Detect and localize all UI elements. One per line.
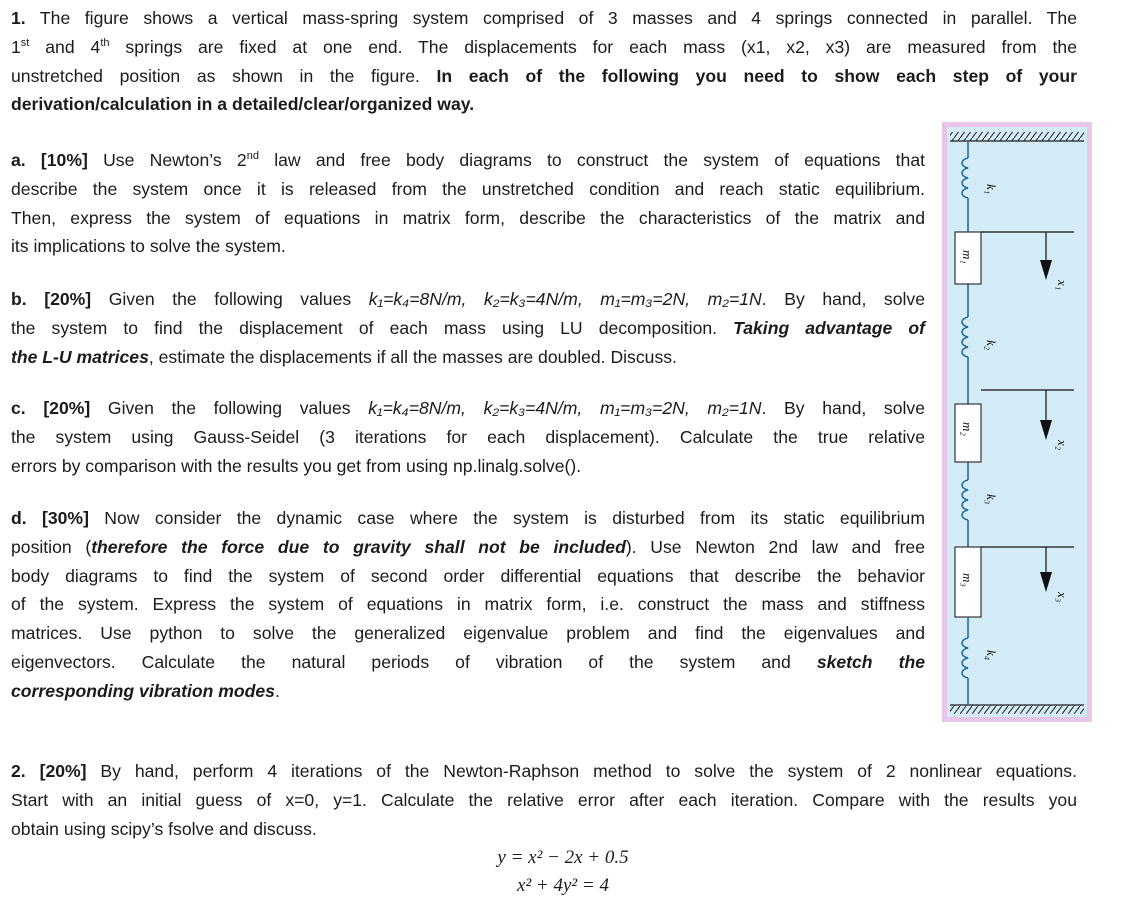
intro-line-3: unstretched position as shown in the figure.	[11, 65, 437, 86]
part-d-line-6: eigenvectors. Calculate the natural periods of vibration of the system and	[11, 651, 817, 672]
problem-1-intro	[11, 4, 1077, 119]
label-k1: k₁	[984, 184, 999, 195]
part-b-line-1a: Given the following values	[91, 289, 369, 309]
part-d-line-4: of the system. Express the system of equations in matrix form, i.e. construct the mass and stiffness	[11, 594, 925, 615]
part-d-emphasis-2: sketch the	[816, 651, 925, 672]
part-d-line-5: matrices. Use python to solve the generalized eigenvalue problem and find the eigenvalues and	[11, 623, 925, 644]
ordinal-suffix-th: th	[100, 36, 110, 49]
part-a-heading: a. [10%]	[11, 150, 88, 170]
part-c-line-2: the system using Gauss-Seidel (3 iterations for each displacement). Calculate the true relative	[11, 426, 925, 447]
part-b-values: k₁=k₄=8N/m, k₂=k₃=4N/m, m₁=m₃=2N, m₂=1N	[368, 289, 762, 309]
top-support	[950, 132, 1084, 141]
part-c-line-3: errors by comparison with the results you get from using np.linalg.solve().	[11, 455, 582, 476]
part-d-emphasis-1: therefore the force due to gravity shall not be included	[91, 536, 626, 557]
label-k3: k₃	[984, 494, 999, 505]
intro-instruction: In each of the following you need to show each step of your	[436, 65, 1077, 86]
label-x3: x₃	[1055, 592, 1070, 603]
part-a-line-1a: Use Newton’s 2	[87, 150, 247, 170]
equation-1: y = x² − 2x + 0.5	[497, 847, 629, 868]
label-m3: m₃	[960, 573, 975, 587]
part-d-line-1: Now consider the dynamic case where the system is disturbed from its static equilibrium	[88, 508, 925, 528]
label-x1: x₁	[1055, 280, 1070, 291]
part-a-line-3: Then, express the system of equations in matrix form, describe the characteristics of the matrix and	[11, 207, 925, 228]
ordinal-suffix-st: st	[20, 36, 30, 49]
label-m2: m₂	[960, 422, 975, 436]
intro-line-2a: and 4	[29, 36, 101, 57]
part-d-period: .	[274, 680, 280, 701]
part-a-line-1b: law and free body diagrams to construct the system of equations that	[258, 150, 925, 170]
part-b	[11, 285, 925, 371]
part-a-line-2: describe the system once it is released from the unstretched condition and reach static equilibrium.	[11, 178, 925, 199]
part-c-line-1b: . By hand, solve	[761, 398, 925, 418]
problem-1-number: 1.	[11, 8, 26, 28]
part-b-emphasis-1: Taking advantage of	[733, 317, 925, 338]
part-b-emphasis-2: the L-U matrices	[11, 346, 149, 367]
mass-spring-figure	[942, 122, 1092, 722]
part-b-line-2: the system to find the displacement of each mass using LU decomposition.	[11, 317, 734, 338]
problem-2-heading: 2. [20%]	[11, 761, 87, 781]
bottom-support	[950, 705, 1084, 714]
ordinal-suffix-nd: nd	[246, 150, 259, 162]
part-d	[11, 504, 925, 706]
part-c-heading: c. [20%]	[11, 398, 91, 418]
ordinal-1: 1	[11, 36, 21, 57]
label-x2: x₂	[1055, 440, 1070, 451]
part-b-line-1b: . By hand, solve	[761, 289, 925, 309]
part-c-values: k₁=k₄=8N/m, k₂=k₃=4N/m, m₁=m₃=2N, m₂=1N	[368, 398, 762, 418]
problem-2-line-3: obtain using scipy’s fsolve and discuss.	[11, 818, 317, 839]
part-c-line-1a: Given the following values	[90, 398, 369, 418]
problem-2	[11, 757, 1077, 843]
label-m1: m₁	[960, 250, 975, 264]
intro-instruction-end: derivation/calculation in a detailed/clear/organized way.	[11, 94, 475, 115]
part-a-line-4: its implications to solve the system.	[11, 236, 286, 257]
part-d-emphasis-3: corresponding vibration modes	[11, 680, 275, 701]
part-c	[11, 394, 925, 480]
problem-2-line-2: Start with an initial guess of x=0, y=1. Calculate the relative error after each iteration. Compare with the results you	[11, 789, 1077, 810]
part-b-line-3: , estimate the displacements if all the masses are doubled. Discuss.	[148, 346, 677, 367]
label-k4: k₄	[984, 650, 999, 661]
equation-2: x² + 4y² = 4	[517, 875, 609, 896]
part-d-line-3: body diagrams to find the system of second order differential equations that describe the behavior	[11, 565, 925, 586]
part-b-heading: b. [20%]	[11, 289, 92, 309]
part-a	[11, 146, 925, 261]
problem-2-line-1: By hand, perform 4 iterations of the Newton-Raphson method to solve the system of 2 nonlinear equations.	[86, 761, 1077, 781]
intro-line-1: The figure shows a vertical mass-spring system comprised of 3 masses and 4 springs connected in parallel. The	[39, 8, 1077, 28]
part-d-heading: d. [30%]	[11, 508, 89, 528]
intro-line-2b: springs are fixed at one end. The displacements for each mass (x1, x2, x3) are measured from the	[109, 36, 1077, 57]
part-d-line-2b: ). Use Newton 2nd law and free	[625, 536, 925, 557]
label-k2: k₂	[984, 340, 999, 351]
part-d-line-2a: position (	[11, 536, 92, 557]
